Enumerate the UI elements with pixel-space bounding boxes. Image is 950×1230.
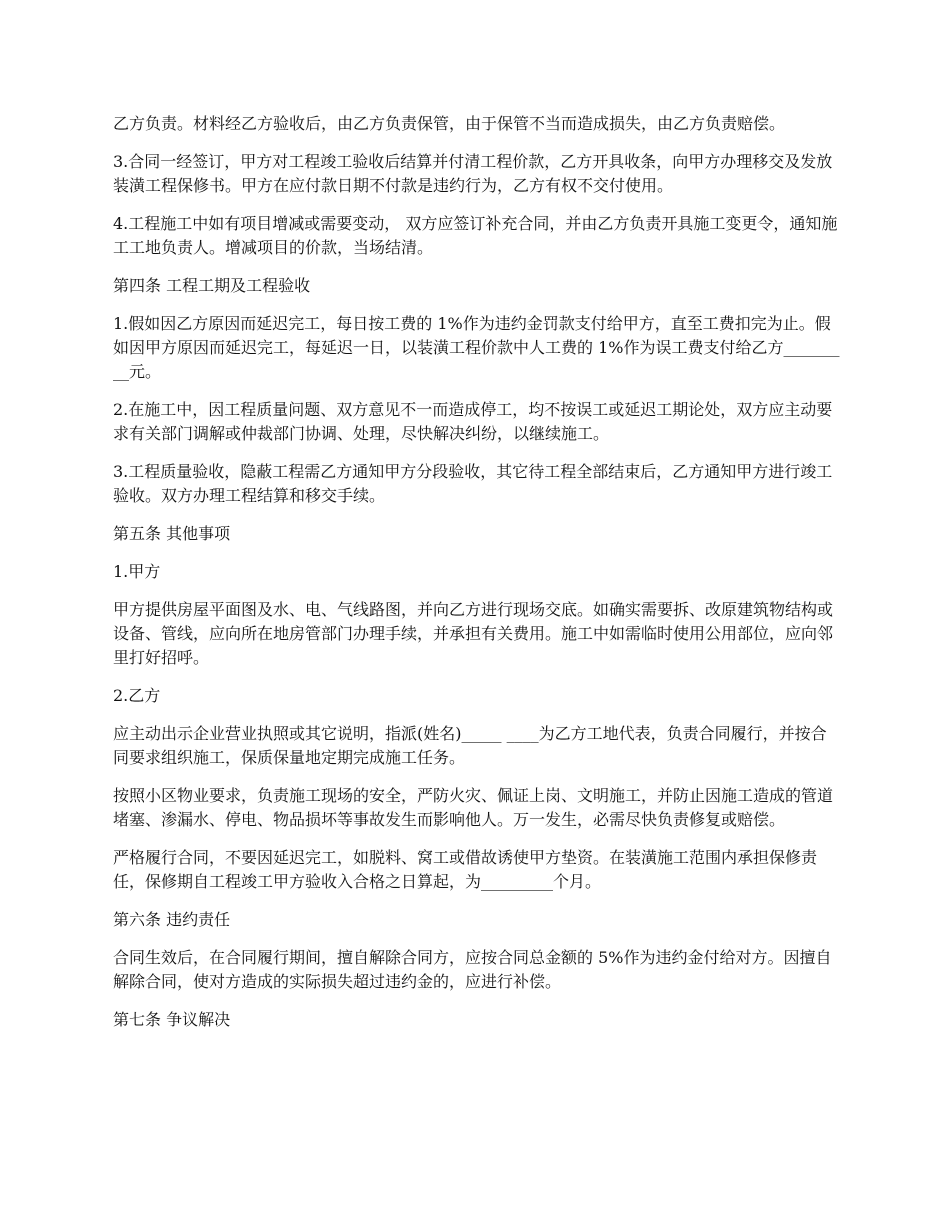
paragraph-payment-handover: 3.合同一经签订，甲方对工程竣工验收后结算并付清工程价款，乙方开具收条，向甲方办理移交及发放装潢工程保修书。甲方在应付款日期不付款是违约行为，乙方有权不交付使用。: [113, 152, 833, 195]
paragraph-breach-liability: 合同生效后，在合同履行期间，擅自解除合同方，应按合同总金额的 5%作为违约金付给对方。因擅自解除合同，使对方造成的实际损失超过违约金的，应进行补偿。: [113, 948, 832, 991]
paragraph-work-stoppage: 2.在施工中，因工程质量问题、双方意见不一而造成停工，均不按误工或延迟工期论处，双方应主动要求有关部门调解或仲裁部门协调、处理，尽快解决纠纷，以继续施工。: [113, 400, 833, 443]
section-heading-article-4: 第四条 工程工期及工程验收: [113, 276, 311, 295]
document-body: [113, 112, 841, 1046]
section-heading-article-7: 第七条 争议解决: [113, 1010, 231, 1029]
subheading-party-b: 2.乙方: [113, 686, 161, 705]
paragraph-project-changes: 4.工程施工中如有项目增减或需要变动， 双方应签订补充合同，并由乙方负责开具施工变更令，通知施工工地负责人。增减项目的价款，当场结清。: [113, 214, 838, 257]
paragraph-party-b-representative: 应主动出示企业营业执照或其它说明，指派(姓名)_____ ____为乙方工地代表，负责合同履行，并按合同要求组织施工，保质保量地定期完成施工任务。: [113, 724, 827, 767]
paragraph-quality-acceptance: 3.工程质量验收，隐蔽工程需乙方通知甲方分段验收，其它待工程全部结束后，乙方通知甲方进行竣工验收。双方办理工程结算和移交手续。: [113, 462, 833, 505]
subheading-party-a: 1.甲方: [113, 562, 161, 581]
paragraph-party-a-duties: 甲方提供房屋平面图及水、电、气线路图，并向乙方进行现场交底。如确实需要拆、改原建筑物结构或设备、管线，应向所在地房管部门办理手续，并承担有关费用。施工中如需临时使用公用部位，应向邻里打好招呼。: [113, 600, 834, 667]
paragraph-party-b-site-safety: 按照小区物业要求，负责施工现场的安全，严防火灾、佩证上岗、文明施工，并防止因施工造成的管道堵塞、渗漏水、停电、物品损坏等事故发生而影响他人。万一发生，必需尽快负责修复或赔偿。: [113, 786, 834, 829]
paragraph-party-b-warranty: 严格履行合同，不要因延迟完工，如脱料、窝工或借故诱使甲方垫资。在装潢施工范围内承担保修责任，保修期自工程竣工甲方验收入合格之日算起，为_________个月。: [113, 848, 818, 891]
paragraph-delay-penalty: 1.假如因乙方原因而延迟完工，每日按工费的 1%作为违约金罚款支付给甲方，直至工费扣完为止。假如因甲方原因而延迟完工，每延迟一日，以装潢工程价款中人工费的 1%作为误工费支付给乙方_________元。: [113, 314, 840, 381]
section-heading-article-5: 第五条 其他事项: [113, 524, 231, 543]
section-heading-article-6: 第六条 违约责任: [113, 910, 231, 929]
paragraph-material-liability: 乙方负责。材料经乙方验收后，由乙方负责保管，由于保管不当而造成损失，由乙方负责赔偿。: [113, 114, 786, 133]
